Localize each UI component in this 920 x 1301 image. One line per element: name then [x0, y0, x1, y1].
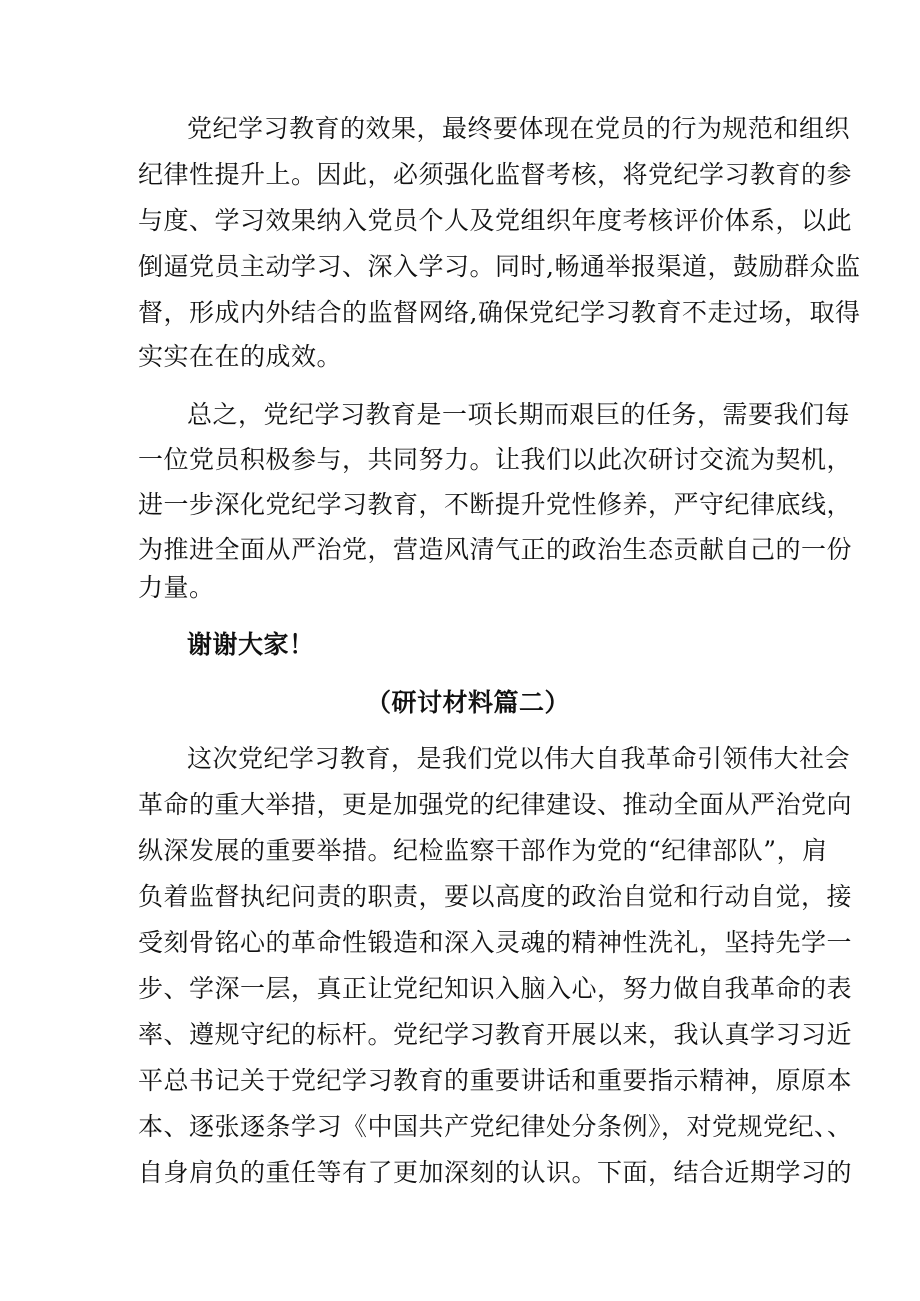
- paragraph-3-line-2: 革命的重大举措，更是加强党的纪律建设、推动全面从严治党向: [138, 790, 853, 819]
- paragraph-2-line-1: 总之，党纪学习教育是一项长期而艰巨的任务，需要我们每: [187, 400, 851, 429]
- paragraph-1-line-1: 党纪学习教育的效果，最终要体现在党员的行为规范和组织: [187, 114, 851, 143]
- paragraph-1-line-6: 实实在在的成效。: [138, 342, 343, 371]
- paragraph-3-line-6: 步、学深一层，真正让党纪知识入脑入心，努力做自我革命的表: [138, 974, 853, 1003]
- paragraph-3-line-8: 平总书记关于党纪学习教育的重要讲话和重要指示精神，原原本: [138, 1066, 853, 1095]
- paragraph-1-line-2: 纪律性提升上。因此，必须强化监督考核，将党纪学习教育的参: [138, 160, 853, 189]
- paragraph-3-line-3: 纵深发展的重要举措。纪检监察干部作为党的“纪律部队”，肩: [138, 836, 828, 865]
- paragraph-3-line-4: 负着监督执纪问责的职责，要以高度的政治自觉和行动自觉，接: [138, 882, 853, 911]
- paragraph-2-line-2: 一位党员积极参与，共同努力。让我们以此次研讨交流为契机，: [138, 445, 853, 474]
- paragraph-1-line-3: 与度、学习效果纳入党员个人及党组织年度考核评价体系，以此: [138, 206, 853, 235]
- paragraph-2-line-4: 为推进全面从严治党，营造风清气正的政治生态贡献自己的一份: [138, 535, 853, 564]
- paragraph-3-line-7: 率、遵规守纪的标杆。党纪学习教育开展以来，我认真学习习近: [138, 1020, 853, 1049]
- paragraph-3-line-9: 本、逐张逐条学习《中国共产党纪律处分条例》，对党规党纪、、: [138, 1112, 853, 1141]
- paragraph-1-line-5: 督，形成内外结合的监督网络,确保党纪学习教育不走过场，取得: [138, 298, 861, 327]
- paragraph-3-line-1: 这次党纪学习教育，是我们党以伟大自我革命引领伟大社会: [187, 744, 851, 773]
- paragraph-3-line-5: 受刻骨铭心的革命性锻造和深入灵魂的精神性洗礼，坚持先学一: [138, 928, 853, 957]
- section-title: （研讨材料篇二）: [365, 688, 570, 717]
- paragraph-3-line-10: 自身肩负的重任等有了更加深刻的认识。下面，结合近期学习的: [138, 1158, 853, 1187]
- paragraph-1-line-4: 倒逼党员主动学习、深入学习。同时,畅通举报渠道，鼓励群众监: [138, 252, 861, 281]
- closing-thanks: 谢谢大家！: [187, 630, 315, 659]
- paragraph-2-line-3: 进一步深化党纪学习教育，不断提升党性修养，严守纪律底线，: [138, 490, 853, 519]
- paragraph-2-line-5: 力量。: [138, 573, 215, 602]
